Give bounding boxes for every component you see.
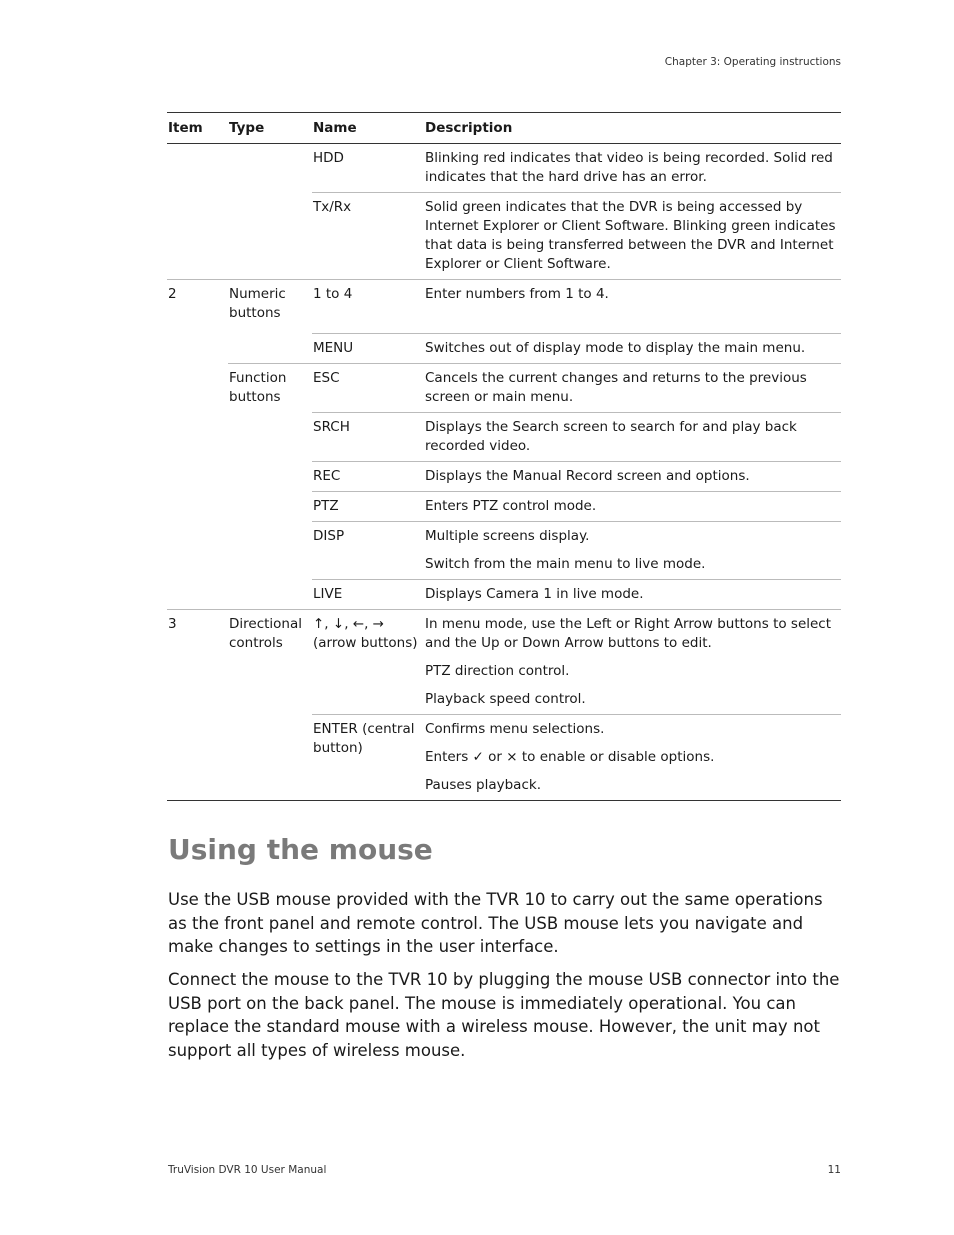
type-cell: [228, 413, 312, 462]
item-cell: 2: [167, 280, 228, 334]
type-cell: Numeric buttons: [228, 280, 312, 334]
name-cell: DISP: [312, 522, 424, 580]
description-cell: [424, 364, 841, 413]
description-cell: [424, 580, 841, 610]
table-row: [167, 144, 841, 193]
name-cell: HDD: [313, 150, 344, 166]
name-cell: ENTER (central button): [312, 715, 424, 801]
footer-manual-title: TruVision DVR 10 User Manual: [168, 1164, 327, 1176]
table-row: [167, 334, 841, 364]
description-cell: [424, 492, 841, 522]
description-cell: [424, 522, 841, 580]
table-row: [167, 280, 841, 334]
type-cell: [228, 715, 312, 801]
header-description: Description: [424, 113, 841, 144]
table-row: [167, 492, 841, 522]
description-text: Playback speed control.: [425, 691, 586, 707]
item-cell: [167, 522, 228, 580]
page-number: 11: [827, 1164, 841, 1176]
item-cell: [167, 492, 228, 522]
running-header: Chapter 3: Operating instructions: [664, 56, 841, 68]
section-title: Using the mouse: [168, 833, 433, 866]
description-text: Solid green indicates that the DVR is being accessed by Internet Explorer or Client Software. Blinking green indicates that data is being transferred between the DVR and Internet Explorer or Client Software.: [425, 199, 836, 272]
description-text: Displays the Search screen to search for and play back recorded video.: [425, 419, 797, 454]
name-cell: PTZ: [312, 492, 424, 522]
body-paragraph: Connect the mouse to the TVR 10 by plugging the mouse USB connector into the USB port on the back panel. The mouse is immediately operational. You can replace the standard mouse with a wireless mouse. However, the unit may not support all types of wireless mouse.: [168, 970, 840, 1060]
description-cell: [424, 715, 841, 801]
item-cell: [167, 580, 228, 610]
description-text: PTZ direction control.: [425, 663, 570, 679]
item-cell: [167, 413, 228, 462]
description-text: Pauses playback.: [425, 777, 541, 793]
header-type: Type: [228, 113, 312, 144]
table-row: [167, 364, 841, 413]
description-text: Cancels the current changes and returns to the previous screen or main menu.: [425, 370, 807, 405]
description-text: Enters PTZ control mode.: [425, 498, 597, 514]
name-cell: MENU: [312, 334, 424, 364]
description-text: Switch from the main menu to live mode.: [425, 556, 706, 572]
controls-table: [167, 112, 841, 801]
type-cell: [228, 144, 312, 193]
table-row: [167, 610, 841, 715]
body-paragraph: Use the USB mouse provided with the TVR 10 to carry out the same operations as the front panel and remote control. The USB mouse lets you navigate and make changes to settings in the user interface.: [168, 890, 823, 956]
type-cell: [228, 462, 312, 492]
type-cell: [228, 580, 312, 610]
table-row: [167, 580, 841, 610]
item-cell: [167, 144, 228, 193]
description-text: Multiple screens display.: [425, 528, 590, 544]
type-cell: Function buttons: [228, 364, 312, 413]
item-cell: [167, 462, 228, 492]
table-row: [167, 193, 841, 280]
item-cell: [167, 193, 228, 280]
header-name: Name: [312, 113, 424, 144]
name-cell: ↑, ↓, ←, → (arrow buttons): [312, 610, 424, 715]
description-cell: [424, 144, 841, 193]
description-text: Displays the Manual Record screen and options.: [425, 468, 750, 484]
item-cell: [167, 715, 228, 801]
table-row: [167, 522, 841, 580]
description-text: Switches out of display mode to display the main menu.: [425, 340, 806, 356]
description-cell: [424, 334, 841, 364]
description-cell: [424, 462, 841, 492]
type-cell: [228, 522, 312, 580]
type-cell: Directional controls: [228, 610, 312, 715]
description-cell: [424, 413, 841, 462]
description-text: Enters ✓ or × to enable or disable options.: [425, 749, 715, 765]
type-cell: [228, 334, 312, 364]
table-header-row: [167, 113, 841, 144]
item-cell: [167, 334, 228, 364]
description-cell: [424, 610, 841, 715]
description-cell: [424, 193, 841, 280]
description-text: In menu mode, use the Left or Right Arrow buttons to select and the Up or Down Arrow buttons to edit.: [425, 616, 832, 651]
name-cell: LIVE: [312, 580, 424, 610]
name-cell: Tx/Rx: [312, 193, 424, 280]
name-cell: 1 to 4: [312, 280, 424, 334]
description-text: Confirms menu selections.: [425, 721, 605, 737]
item-cell: 3: [167, 610, 228, 715]
name-cell: ESC: [312, 364, 424, 413]
description-cell: [424, 280, 841, 334]
header-item: Item: [167, 113, 228, 144]
description-text: Displays Camera 1 in live mode.: [425, 586, 644, 602]
table-row: [167, 413, 841, 462]
table-row: [167, 715, 841, 801]
description-text: Blinking red indicates that video is being recorded. Solid red indicates that the hard drive has an error.: [425, 150, 833, 185]
name-cell: REC: [312, 462, 424, 492]
type-cell: [228, 193, 312, 280]
item-cell: [167, 364, 228, 413]
table-row: [167, 462, 841, 492]
description-text: Enter numbers from 1 to 4.: [425, 286, 609, 302]
name-cell: SRCH: [312, 413, 424, 462]
type-cell: [228, 492, 312, 522]
